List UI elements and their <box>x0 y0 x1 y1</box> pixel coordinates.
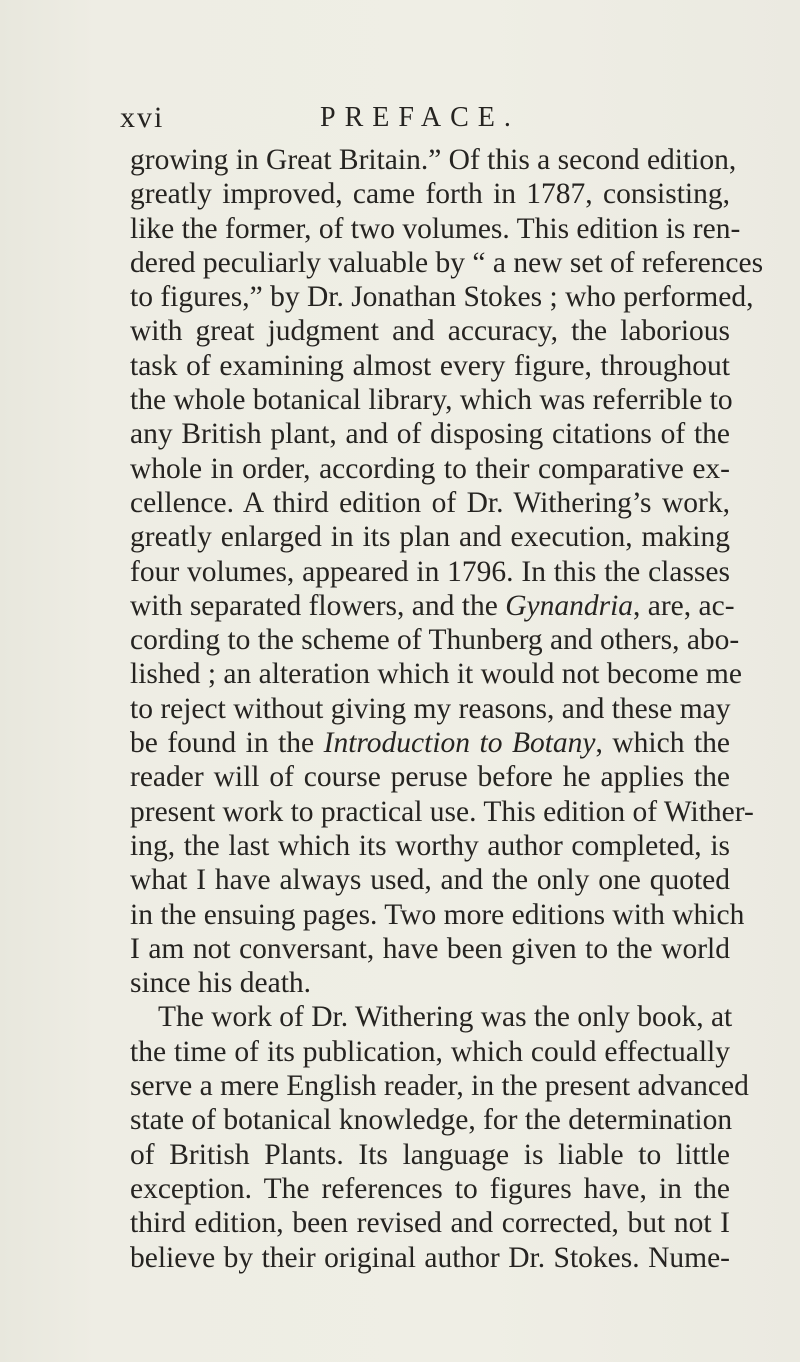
text-line: whole in order, according to their comparative ex- <box>130 452 730 485</box>
text-line: the time of its publication, which could effectually <box>130 1035 730 1068</box>
body-text <box>130 143 764 1275</box>
text-segment: be found in the <box>130 727 324 760</box>
text-line: present work to practical use. This edition of Wither- <box>130 795 754 828</box>
text-line: of British Plants. Its language is liable to little <box>130 1138 730 1171</box>
header-title: PREFACE. <box>320 102 520 133</box>
text-line: greatly enlarged in its plan and execution, making <box>130 521 730 554</box>
text-line: third edition, been revised and corrected, but not I <box>130 1207 730 1240</box>
text-line: the whole botanical library, which was referrible to <box>130 384 733 417</box>
italic-title: Introduction to Botany <box>323 727 596 760</box>
text-segment: , which the <box>595 727 731 760</box>
text-line: cording to the scheme of Thunberg and others, abo- <box>130 624 740 657</box>
page-number: xvi <box>120 101 165 134</box>
paragraph-end-line: since his death. <box>130 967 312 1000</box>
text-line: ing, the last which its worthy author completed, is <box>130 829 730 862</box>
text-line: reader will of course peruse before he applies the <box>130 761 730 794</box>
text-segment: with separated flowers, and the <box>130 589 506 622</box>
text-line <box>130 726 730 760</box>
text-line <box>130 589 735 623</box>
text-line: with great judgment and accuracy, the laborious <box>130 315 730 348</box>
text-line: I am not conversant, have been given to the world <box>130 932 730 965</box>
running-head <box>120 98 720 138</box>
text-segment: , are, ac- <box>633 589 735 622</box>
text-line: to reject without giving my reasons, and these may <box>130 692 731 725</box>
text-line: serve a mere English reader, in the present advanced <box>130 1070 749 1103</box>
text-line: four volumes, appeared in 1796. In this the classes <box>130 555 730 588</box>
text-line: believe by their original author Dr. Stokes. Nume- <box>130 1241 730 1274</box>
italic-term: Gynandria <box>505 589 634 622</box>
text-line: growing in Great Britain.” Of this a second edition, <box>130 144 737 176</box>
text-line: lished ; an alteration which it would not become me <box>130 658 742 691</box>
text-line: to figures,” by Dr. Jonathan Stokes ; who performed, <box>130 281 754 314</box>
text-line: greatly improved, came forth in 1787, consisting, <box>130 178 730 211</box>
text-line: exception. The references to figures have, in the <box>130 1172 730 1205</box>
paragraph-first-line: The work of Dr. Withering was the only book, at <box>158 1001 733 1034</box>
text-line: dered peculiarly valuable by “ a new set of references <box>130 246 764 279</box>
text-line: task of examining almost every figure, throughout <box>130 349 730 382</box>
text-line: what I have always used, and the only one quoted <box>130 864 730 897</box>
text-line: state of botanical knowledge, for the determination <box>130 1104 733 1137</box>
text-line: in the ensuing pages. Two more editions with which <box>130 898 745 931</box>
text-line: like the former, of two volumes. This edition is ren- <box>130 212 741 245</box>
text-line: any British plant, and of disposing citations of the <box>130 418 730 451</box>
text-line: cellence. A third edition of Dr. Withering’s work, <box>130 486 730 519</box>
